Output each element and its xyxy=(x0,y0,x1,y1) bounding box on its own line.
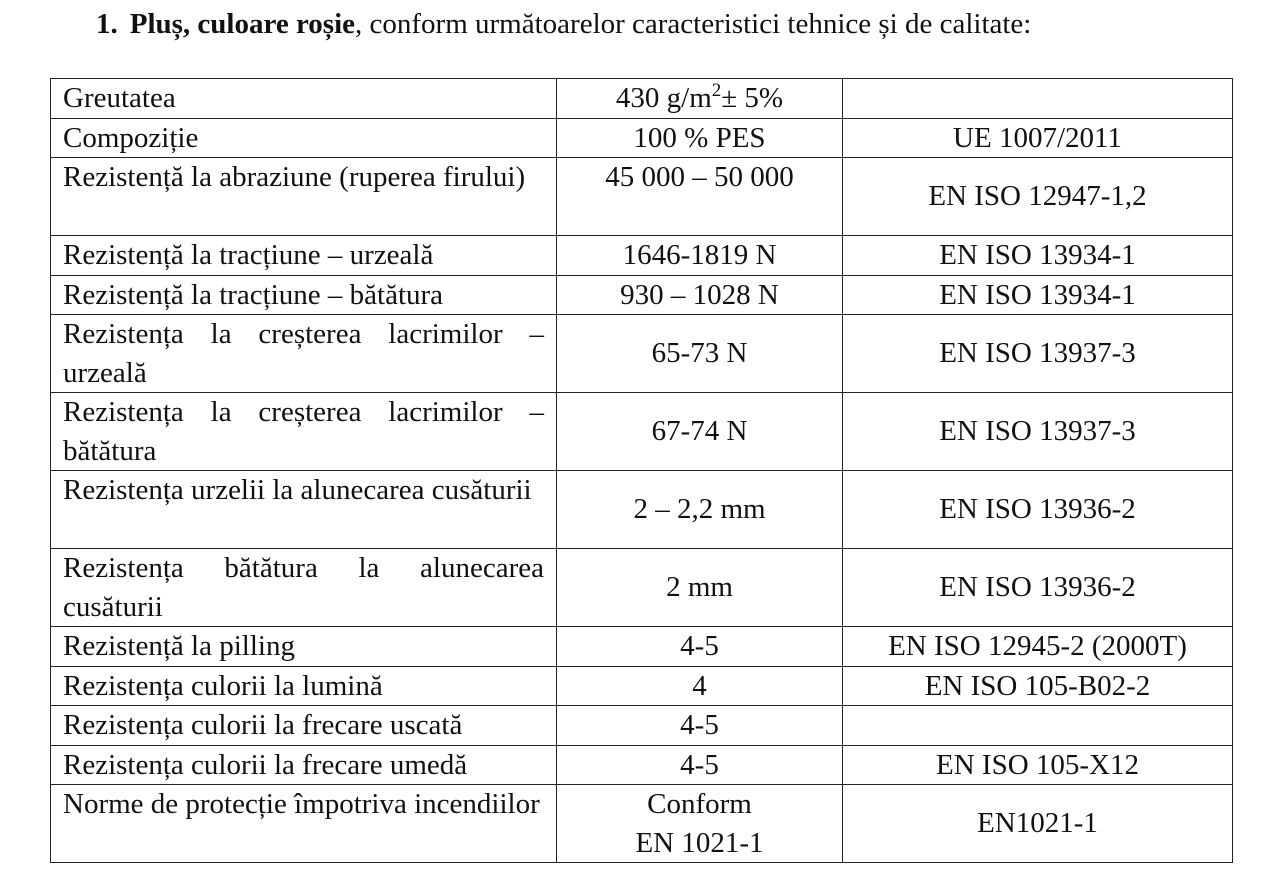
table-row xyxy=(51,627,1233,667)
section-title-bold: Pluș, culoare roșie xyxy=(129,8,356,40)
standard-cell: EN ISO 105-B02-2 xyxy=(843,666,1233,706)
value-line: EN 1021-1 xyxy=(635,826,764,859)
table-row xyxy=(51,158,1233,236)
property-cell: Rezistența la creșterea lacrimilor – urzeală xyxy=(51,315,557,393)
property-cell: Rezistența la creșterea lacrimilor – bătătura xyxy=(51,393,557,471)
property-cell: Rezistență la abraziune (ruperea firului) xyxy=(51,158,557,236)
standard-cell xyxy=(843,79,1233,119)
section-number: 1. xyxy=(96,8,118,40)
table-row xyxy=(51,706,1233,746)
value-cell: 2 mm xyxy=(557,549,843,627)
table-row xyxy=(51,785,1233,863)
value-cell: 4-5 xyxy=(557,745,843,785)
standard-cell xyxy=(843,706,1233,746)
standard-cell: EN ISO 13937-3 xyxy=(843,393,1233,471)
property-cell: Rezistență la tracțiune – urzeală xyxy=(51,236,557,276)
standard-cell: EN ISO 13934-1 xyxy=(843,275,1233,315)
property-cell: Compoziție xyxy=(51,118,557,158)
property-cell: Greutatea xyxy=(51,79,557,119)
value-cell: 4-5 xyxy=(557,627,843,667)
value-cell: 65-73 N xyxy=(557,315,843,393)
value-cell: 2 – 2,2 mm xyxy=(557,471,843,549)
section-heading xyxy=(96,4,1031,44)
table-row xyxy=(51,549,1233,627)
value-cell: 1646-1819 N xyxy=(557,236,843,276)
property-cell: Rezistența culorii la lumină xyxy=(51,666,557,706)
value-cell: 45 000 – 50 000 xyxy=(557,158,843,236)
property-cell: Rezistența bătătura la alunecarea cusăturii xyxy=(51,549,557,627)
value-cell: 930 – 1028 N xyxy=(557,275,843,315)
standard-cell: EN ISO 13936-2 xyxy=(843,471,1233,549)
table-row xyxy=(51,745,1233,785)
value-line: Conform xyxy=(647,788,752,820)
standard-cell: EN ISO 105-X12 xyxy=(843,745,1233,785)
table-row xyxy=(51,275,1233,315)
property-cell: Norme de protecție împotriva incendiilor xyxy=(51,785,557,863)
value-cell: 4 xyxy=(557,666,843,706)
property-cell: Rezistența urzelii la alunecarea cusăturii xyxy=(51,471,557,549)
property-cell: Rezistența culorii la frecare uscată xyxy=(51,706,557,746)
table-row xyxy=(51,79,1233,119)
standard-cell: EN ISO 12945-2 (2000T) xyxy=(843,627,1233,667)
standard-cell: EN ISO 13937-3 xyxy=(843,315,1233,393)
table-row xyxy=(51,315,1233,393)
standard-cell: EN ISO 13934-1 xyxy=(843,236,1233,276)
standard-cell: EN ISO 12947-1,2 xyxy=(843,158,1233,236)
value-tail: ± 5% xyxy=(721,82,784,114)
table-row xyxy=(51,666,1233,706)
property-cell: Rezistență la pilling xyxy=(51,627,557,667)
value-cell xyxy=(557,785,843,863)
specifications-table xyxy=(50,78,1233,863)
property-cell: Rezistența culorii la frecare umedă xyxy=(51,745,557,785)
property-cell: Rezistență la tracțiune – bătătura xyxy=(51,275,557,315)
standard-cell: EN ISO 13936-2 xyxy=(843,549,1233,627)
value-cell xyxy=(557,79,843,119)
table-row xyxy=(51,393,1233,471)
table-row xyxy=(51,471,1233,549)
value-cell: 67-74 N xyxy=(557,393,843,471)
value-superscript: 2 xyxy=(711,80,722,101)
value-main: 430 g/m xyxy=(615,82,712,114)
table-row xyxy=(51,236,1233,276)
value-cell: 100 % PES xyxy=(557,118,843,158)
value-cell: 4-5 xyxy=(557,706,843,746)
table-row xyxy=(51,118,1233,158)
standard-cell: UE 1007/2011 xyxy=(843,118,1233,158)
standard-cell: EN1021-1 xyxy=(843,785,1233,863)
section-title-rest: , conform următoarelor caracteristici tehnice și de calitate: xyxy=(355,8,1032,40)
